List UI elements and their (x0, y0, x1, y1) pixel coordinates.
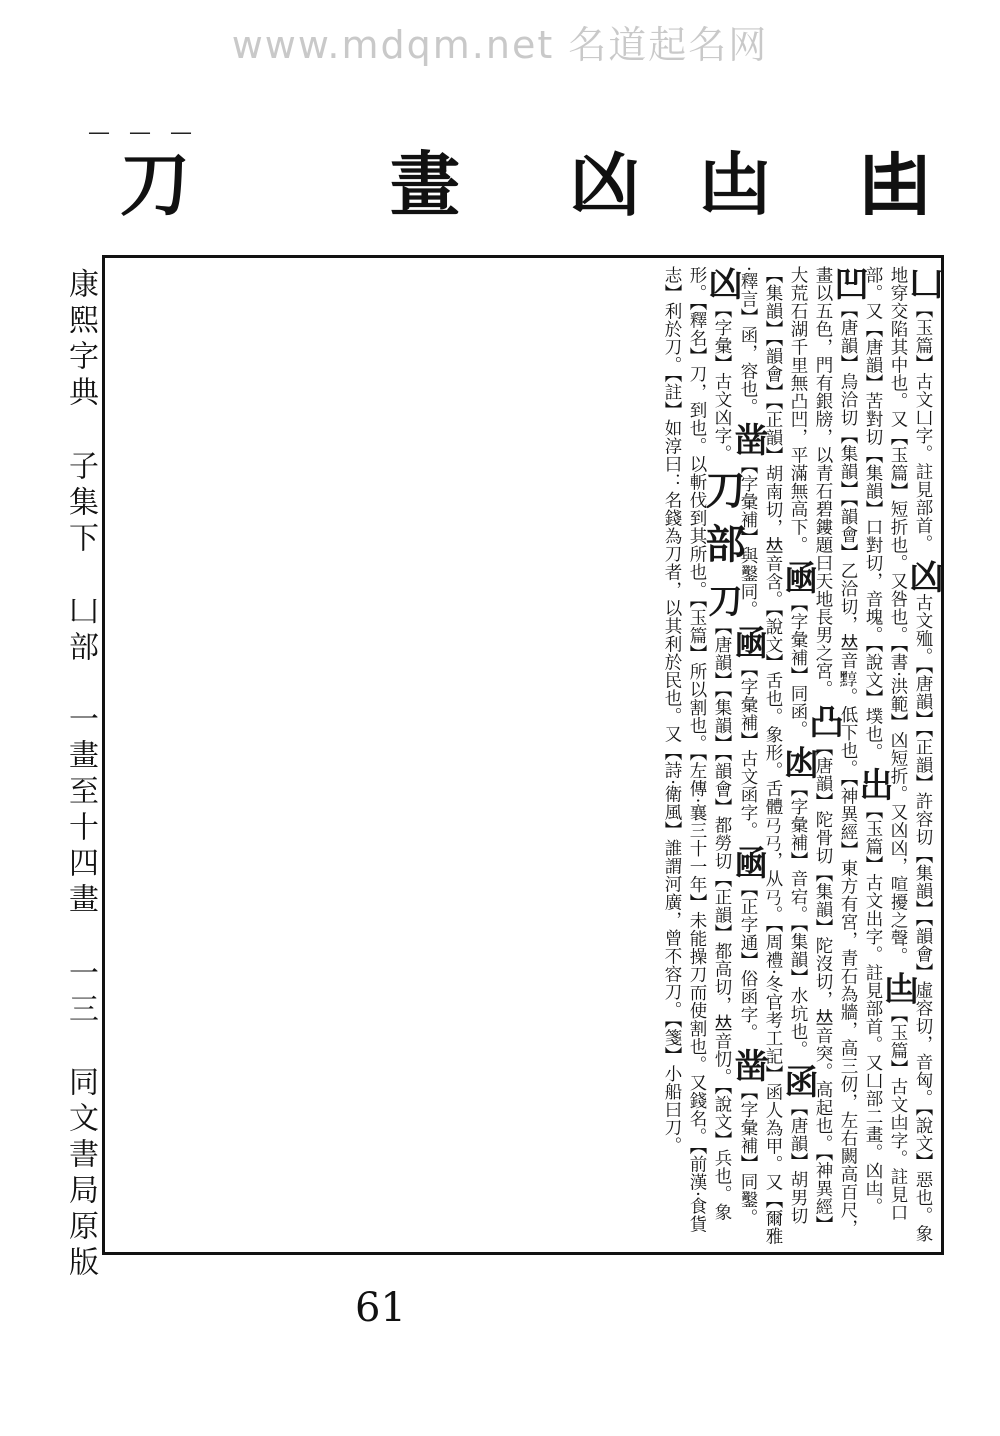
entry-11 (728, 624, 768, 840)
seal-glyph-4: 畫 (390, 143, 460, 226)
entry-text: 【玉篇】古文凵字。註見部首。 (913, 300, 933, 553)
page-range: 一三 (63, 956, 98, 1029)
entry-text: 【玉篇】古文凷字。註見口部。又【唐韻】苦對切【集韻】口對切，音塊。【說文】墣也。 (863, 266, 908, 1222)
entry-head: 凵 (903, 266, 943, 301)
dictionary-body (109, 266, 943, 1246)
entry-head: 函 (778, 1064, 818, 1099)
watermark: www.mdqm.net 名道起名网 (231, 23, 769, 67)
entry-text: 【字彙補】與鑿同。 (738, 456, 758, 619)
text-frame (102, 255, 944, 1255)
entry-text: 【字彙】古文凶字。 (712, 300, 732, 463)
entry-8 (778, 744, 818, 1059)
entry-head: 凸 (803, 704, 843, 739)
entry-text: 【唐韻】陀骨切【集韻】陀沒切，𠀤音突。高起也。【神異經】大荒石湖千里無凸凹，平滿無高下。 (788, 266, 833, 1234)
entry-text: 【字彙補】古文函字。 (738, 659, 758, 840)
entry-head: 出 (853, 767, 893, 802)
entry-head: 凶 (702, 266, 742, 301)
entry-1 (903, 266, 943, 553)
publisher: 同文書局原版 (63, 1066, 98, 1283)
entry-head: 凿 (728, 1047, 768, 1083)
page-number: 61 (355, 1285, 406, 1331)
entry-12 (728, 845, 768, 1042)
entry-text: 【字彙補】同鑿。 (738, 1082, 758, 1227)
seal-glyph-5: 刀 (120, 143, 190, 226)
sub-collection: 子集下 (63, 449, 98, 558)
entry-14 (702, 266, 742, 463)
entry-head: 凾 (728, 624, 768, 660)
seal-glyph-3: 凶 (570, 143, 640, 226)
entry-text: 【字彙補】音宕。【集韻】水坑也。 (788, 779, 808, 1059)
entry-4 (853, 767, 893, 1216)
entry-head: 凶 (903, 558, 943, 594)
entry-text: 古文殈。【唐韻】【正韻】許容切【集韻】【韻會】虛容切，音匈。【說文】惡也。象地穿交陷其中也。又【玉篇】短折也。又咎也。【書·洪範】凶短折。又凶凶，喧擾之聲。 (888, 266, 933, 1243)
dictionary-title: 康熙字典 (63, 268, 98, 412)
entry-13 (728, 1047, 768, 1227)
seal-glyph-1: 𠙹 (860, 143, 930, 226)
entry-7 (778, 560, 818, 739)
entry-head: 刀 (702, 582, 742, 618)
entry-head: 凿 (728, 422, 768, 457)
entry-text: 【唐韻】胡男切【集韻】【韻會】【正韻】胡南切，𠀤音含。【說文】舌也。象形。舌體𢎘𢎘，从𢎘。【周禮·冬官考工記】函人為甲。又【爾雅·釋言】函，容也。 (738, 266, 808, 1246)
seal-script-row (100, 140, 960, 230)
entry-text: 【玉篇】古文出字。註見部首。又凵部二畫。凶凷。 (863, 801, 883, 1216)
entry-text: 【正字通】俗函字。 (738, 879, 758, 1042)
entry-text: 【唐韻】烏洽切【集韻】【韻會】乙洽切，𠀤音𪑒。低下也。【神異經】東方有宮，青石為牆，高三仞，左右闕高百尺，畫以五色，門有銀牓，以青石碧鏤題曰天地長男之宮。 (813, 266, 858, 1237)
entry-head: 凾 (778, 560, 818, 595)
entry-head: 凾 (728, 845, 768, 880)
entry-head: 凼 (778, 744, 818, 780)
dash-marks: — — — (88, 120, 198, 145)
entry-text: 【唐韻】【集韻】【韻會】都勞切【正韻】都高切，𠀤音忉。【說文】兵也。象形。【釋名】刀，到也。以斬伐到其所也。【玉篇】所以割也。【左傳·襄三十一年】未能操刀而使割也。又錢名。【前漢·食貨志】利於刀。【註】如淳曰：名錢為刀者，以其利於民也。又【詩·衛風】誰謂河廣，曾不容刀。【箋】小船曰刀。 (662, 266, 732, 1234)
entry-text: 【字彙補】同函。 (788, 594, 808, 739)
radical-section: 凵部 一畫至十四畫 (63, 595, 98, 920)
page-header (62, 268, 102, 1318)
section-title: 刀部 (699, 468, 746, 577)
entry-head: 凷 (878, 971, 918, 1006)
entry-head: 凹 (828, 266, 868, 301)
seal-glyph-2: 凷 (700, 143, 770, 226)
